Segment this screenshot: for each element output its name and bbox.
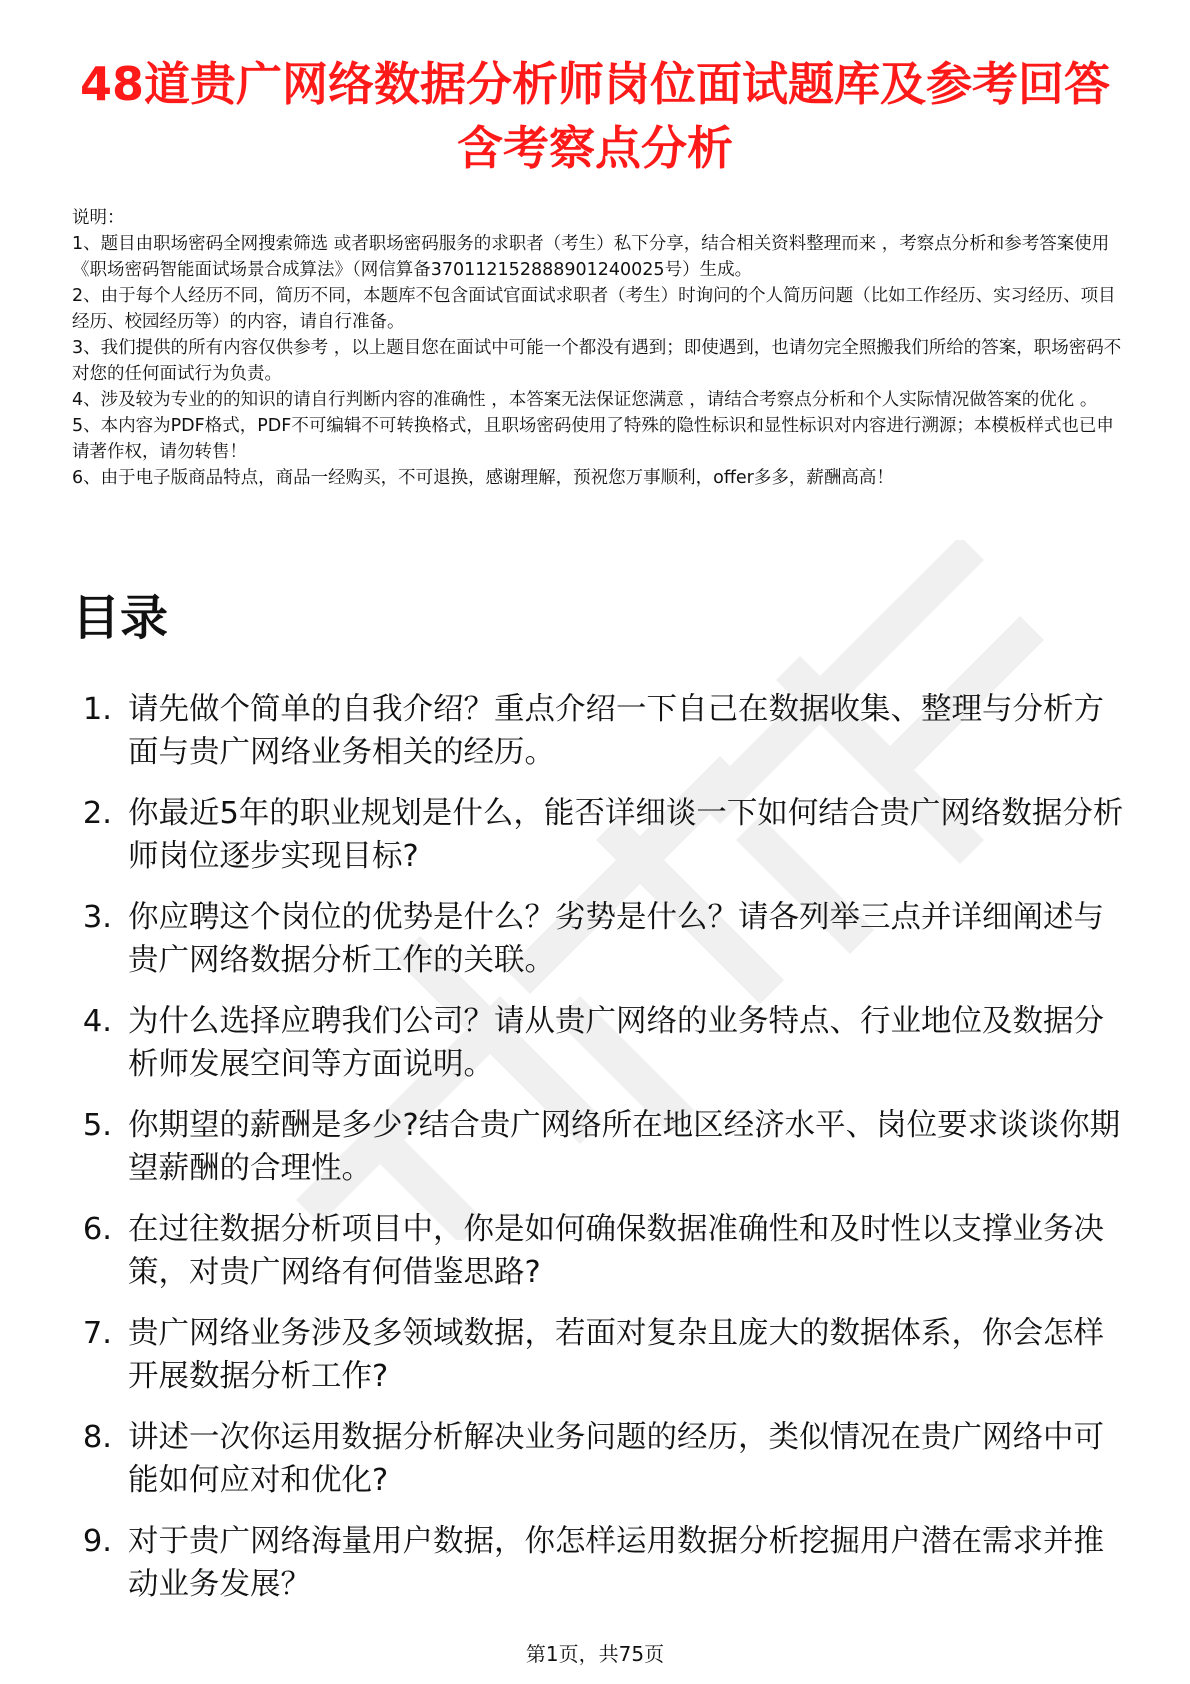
question-text: 讲述一次你运用数据分析解决业务问题的经历，类似情况在贵广网络中可能如何应对和优化? [128, 1420, 1104, 1498]
question-text: 请先做个简单的自我介绍？重点介绍一下自己在数据收集、整理与分析方面与贵广网络业务相关的经历。 [128, 692, 1104, 770]
question-item [72, 1000, 1132, 1086]
note-item: 5、本内容为PDF格式，PDF不可编辑不可转换格式，且职场密码使用了特殊的隐性标识和显性标识对内容进行溯源；本模板样式也已申请著作权，请勿转售！ [72, 416, 1114, 462]
question-number: 1. [82, 692, 112, 727]
question-item [72, 1416, 1132, 1502]
question-number: 7. [82, 1316, 112, 1351]
question-text: 在过往数据分析项目中，你是如何确保数据准确性和及时性以支撑业务决策，对贵广网络有何借鉴思路? [128, 1212, 1104, 1290]
question-number: 9. [82, 1524, 112, 1559]
question-text: 贵广网络业务涉及多领域数据，若面对复杂且庞大的数据体系，你会怎样开展数据分析工作? [128, 1316, 1104, 1394]
notes-block [72, 205, 1122, 491]
question-list [72, 688, 1132, 1624]
question-item [72, 1104, 1132, 1190]
note-item: 6、由于电子版商品特点，商品一经购买，不可退换，感谢理解，预祝您万事顺利，offer多多，薪酬高高！ [72, 468, 894, 488]
page-title: 48道贵广网络数据分析师岗位面试题库及参考回答含考察点分析 [79, 57, 1110, 175]
question-item [72, 896, 1132, 982]
question-text: 为什么选择应聘我们公司？请从贵广网络的业务特点、行业地位及数据分析师发展空间等方面说明。 [128, 1004, 1104, 1082]
question-number: 4. [82, 1004, 112, 1039]
question-number: 5. [82, 1108, 112, 1143]
question-item [72, 1208, 1132, 1294]
note-item: 2、由于每个人经历不同，简历不同，本题库不包含面试官面试求职者（考生）时询问的个人简历问题（比如工作经历、实习经历、项目经历、校园经历等）的内容，请自行准备。 [72, 286, 1116, 332]
question-item [72, 792, 1132, 878]
question-text: 你应聘这个岗位的优势是什么？劣势是什么？请各列举三点并详细阐述与贵广网络数据分析工作的关联。 [128, 900, 1104, 978]
question-number: 6. [82, 1212, 112, 1247]
question-text: 你最近5年的职业规划是什么，能否详细谈一下如何结合贵广网络数据分析师岗位逐步实现目标? [128, 796, 1124, 874]
question-item [72, 688, 1132, 774]
notes-heading: 说明： [72, 208, 125, 228]
toc-heading: 目录 [72, 590, 169, 646]
note-item: 3、我们提供的所有内容仅供参考 ，以上题目您在面试中可能一个都没有遇到；即使遇到，也请勿完全照搬我们所给的答案，职场密码不对您的任何面试行为负责。 [72, 338, 1122, 384]
question-number: 8. [82, 1420, 112, 1455]
question-number: 2. [82, 796, 112, 831]
question-text: 你期望的薪酬是多少?结合贵广网络所在地区经济水平、岗位要求谈谈你期望薪酬的合理性。 [128, 1108, 1121, 1186]
question-text: 对于贵广网络海量用户数据，你怎样运用数据分析挖掘用户潜在需求并推动业务发展？ [128, 1524, 1104, 1602]
note-item: 4、涉及较为专业的的知识的请自行判断内容的准确性 ，本答案无法保证您满意 ，请结合考察点分析和个人实际情况做答案的优化 。 [72, 390, 1098, 410]
page-number: 第1页，共75页 [525, 1642, 665, 1666]
question-number: 3. [82, 900, 112, 935]
question-item [72, 1312, 1132, 1398]
question-item [72, 1520, 1132, 1606]
note-item: 1、题目由职场密码全网搜索筛选 或者职场密码服务的求职者（考生）私下分享，结合相关资料整理而来 ，考察点分析和参考答案使用《职场密码智能面试场景合成算法》（网信算备370112152888901240025号）生成。 [72, 234, 1110, 280]
